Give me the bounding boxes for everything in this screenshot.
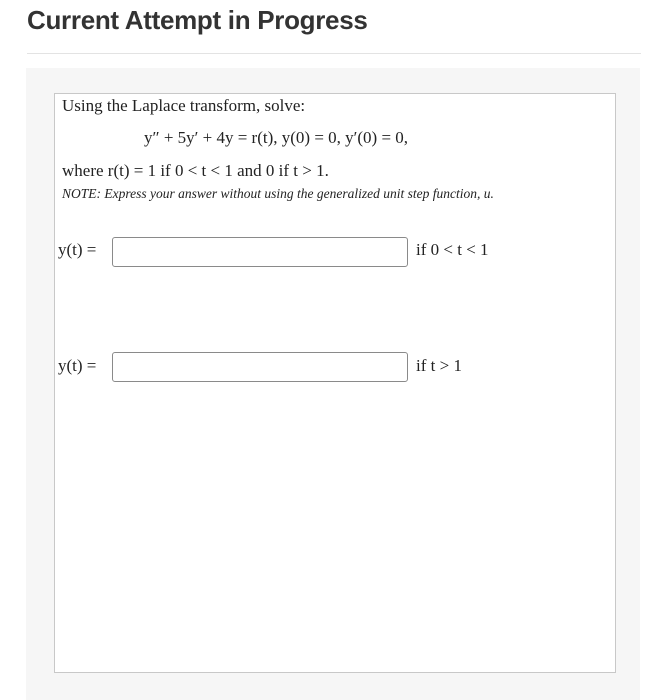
title-divider [27,53,641,54]
answer-1-input[interactable] [112,237,408,267]
question-note: NOTE: Express your answer without using the generalized unit step function, u. [62,186,494,201]
answer-2-input[interactable] [112,352,408,382]
forcing-function-condition: where r(t) = 1 if 0 < t < 1 and 0 if t > 1. [62,161,329,180]
differential-equation: y″ + 5y′ + 4y = r(t), y(0) = 0, y′(0) = 0, [144,128,409,147]
answer-1-condition: if 0 < t < 1 [416,240,489,259]
answer-2-label: y(t) = [58,356,97,375]
answer-1-label: y(t) = [58,240,97,259]
answer-2-condition: if t > 1 [416,356,462,375]
question-intro: Using the Laplace transform, solve: [62,96,306,115]
page-title: Current Attempt in Progress [27,5,368,35]
